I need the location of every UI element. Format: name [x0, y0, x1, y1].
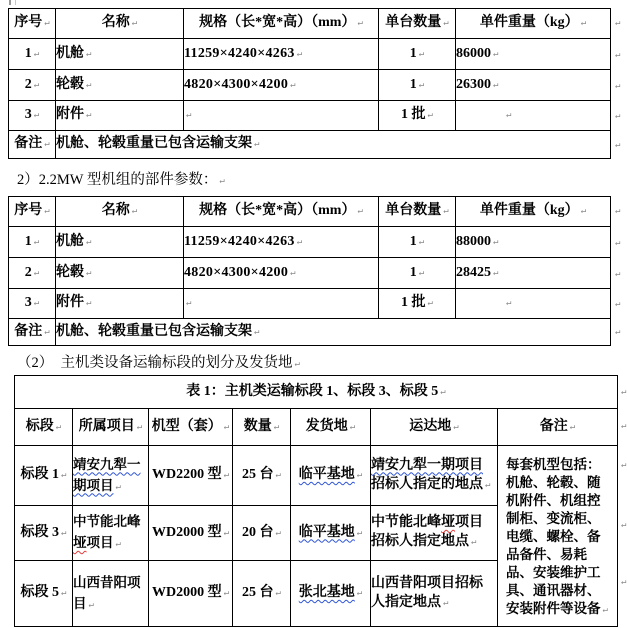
cell-text	[371, 576, 483, 610]
paragraph-mark-glyph: ↵	[621, 577, 627, 587]
col-header-project	[73, 409, 149, 446]
cell-text: 2 ↵	[24, 264, 40, 280]
paragraph-mark-glyph: ↵	[621, 387, 627, 397]
header-text: 规格（长*宽*高）（mm） ↵	[199, 15, 363, 31]
paragraph-mark-glyph: ↵	[33, 236, 40, 247]
table-note-row	[9, 319, 611, 346]
paragraph-mark-glyph: ↵	[223, 421, 230, 432]
table-note-row	[9, 131, 611, 159]
spellcheck-underlined-text: 垭	[441, 515, 455, 531]
cell-text: 轮毂 ↵	[56, 76, 92, 92]
spellcheck-underlined-text: 垭	[73, 535, 87, 550]
cell-text: 附件 ↵	[56, 107, 92, 123]
paragraph-mark-glyph: ↵	[219, 176, 225, 186]
paragraph-mark-glyph: ↵	[86, 267, 92, 278]
col-header-qty	[379, 9, 456, 39]
text-segment: 山西昔阳项目招标人指定地点	[371, 575, 483, 610]
cell-text: 28425 ↵	[456, 264, 499, 280]
paragraph-mark-glyph: ↵	[61, 470, 67, 481]
paragraph-mark-glyph: ↵	[418, 267, 425, 278]
cell-text: 25 台 ↵	[242, 467, 281, 483]
paragraph-mark-glyph: ↵	[506, 298, 512, 309]
col-header-spec	[184, 197, 379, 227]
paragraph-mark-glyph: ↵	[349, 421, 356, 432]
cell-name	[56, 101, 184, 131]
paragraph-mark-glyph: ↵	[223, 527, 230, 538]
paragraph-mark	[619, 572, 626, 590]
paragraph-mark-glyph: ↵	[33, 79, 40, 90]
paragraph-mark-glyph: ↵	[223, 588, 230, 599]
paragraph-mark	[613, 135, 620, 153]
paragraph-mark-glyph: ↵	[273, 421, 280, 432]
cell-index	[9, 227, 56, 258]
text-segment: 山西昔阳项目	[73, 574, 141, 611]
cell-weight	[456, 258, 611, 289]
cell-text: 3 ↵	[24, 107, 40, 123]
cell-index	[9, 289, 56, 319]
cell-weight-empty	[456, 289, 611, 319]
paragraph-mark	[619, 382, 626, 400]
paragraph-mark-glyph: ↵	[115, 539, 121, 549]
paragraph-mark-glyph: ↵	[294, 359, 300, 369]
paragraph-mark-glyph: ↵	[418, 236, 425, 247]
paragraph-mark-glyph: ↵	[275, 470, 281, 481]
header-text: 名称 ↵	[101, 15, 138, 31]
header-text: 机型（套） ↵	[151, 418, 230, 434]
table-row	[9, 258, 611, 289]
header-text: 规格（长*宽*高）（mm） ↵	[199, 203, 363, 219]
text-segment: 项目招标人指定地点	[371, 515, 483, 549]
note-text: 机舱、轮毂重量已包含运输支架 ↵	[56, 323, 260, 339]
col-header-lot	[15, 409, 73, 446]
paragraph-mark	[619, 455, 626, 473]
paragraph-mark	[613, 76, 620, 94]
header-text: 序号 ↵	[14, 15, 50, 31]
paragraph-mark-glyph: ↵	[33, 298, 40, 309]
paragraph-mark	[613, 201, 620, 219]
cell-text: WD2000 型 ↵	[151, 524, 230, 540]
cell-text: 11259×4240×4263 ↵	[184, 233, 303, 249]
cell-qty	[379, 289, 456, 319]
heading-2-2mw-params	[17, 168, 225, 189]
cell-model	[149, 561, 233, 627]
empty-cell-mark	[184, 295, 191, 310]
paragraph-mark-glyph: ↵	[296, 48, 303, 59]
cell-name	[56, 258, 184, 289]
paragraph-mark-glyph: ↵	[621, 520, 627, 530]
cell-lot	[15, 446, 73, 506]
cell-spec-empty	[184, 289, 379, 319]
cell-lot	[15, 506, 73, 561]
header-text: 单件重量（kg） ↵	[479, 203, 587, 219]
cell-text: 26300 ↵	[456, 76, 499, 92]
header-text: 发货地 ↵	[305, 418, 356, 434]
paragraph-mark	[613, 233, 620, 251]
col-header-weight	[456, 197, 611, 227]
paragraph-mark-glyph: ↵	[357, 206, 363, 217]
cell-qty	[379, 258, 456, 289]
cell-index	[9, 39, 56, 70]
cell-text: 轮毂 ↵	[56, 264, 92, 280]
header-text: 名称 ↵	[101, 203, 138, 219]
paragraph-mark-glyph: ↵	[356, 588, 363, 599]
heading-transport-lots	[17, 351, 300, 372]
paragraph-mark-glyph: ↵	[493, 236, 499, 247]
paragraph-mark-glyph: ↵	[33, 267, 40, 278]
paragraph-mark	[613, 264, 620, 282]
cell-text: 1 ↵	[409, 45, 425, 61]
col-header-weight	[456, 9, 611, 39]
cell-text: 1 批 ↵	[401, 107, 433, 123]
spec-table-2-2mw	[8, 196, 611, 346]
col-header-index	[9, 9, 56, 39]
table-header-row	[9, 197, 611, 227]
paragraph-mark-glyph: ↵	[615, 50, 621, 60]
paragraph-mark-glyph: ↵	[356, 470, 363, 481]
paragraph-mark-glyph: ↵	[621, 421, 627, 431]
paragraph-mark-glyph: ↵	[86, 298, 92, 309]
paragraph-mark-glyph: ↵	[186, 110, 192, 121]
text-segment: 中节能北峰	[73, 514, 141, 530]
paragraph-mark	[619, 515, 626, 533]
header-text: 运达地 ↵	[409, 418, 459, 434]
cell-qty	[379, 39, 456, 70]
cell-text: 附件 ↵	[56, 295, 92, 311]
header-text: 序号 ↵	[14, 203, 50, 219]
paragraph-mark-glyph: ↵	[44, 206, 50, 217]
cell-name	[56, 289, 184, 319]
cell-text: 标段 3 ↵	[20, 524, 67, 540]
paragraph-mark-glyph: ↵	[506, 110, 512, 121]
col-header-spec	[184, 9, 379, 39]
header-text: 备注 ↵	[539, 418, 576, 434]
spellcheck-underlined-text: 临平基地	[298, 467, 355, 483]
text-segment: 招标人指定的地点	[371, 476, 483, 492]
note-label: 备注 ↵	[14, 136, 50, 152]
cell-text	[371, 515, 483, 549]
paragraph-mark-glyph: ↵	[254, 139, 260, 150]
cell-text	[299, 585, 362, 600]
paragraph-mark-glyph: ↵	[86, 110, 92, 121]
paragraph-mark-glyph: ↵	[86, 236, 92, 247]
cell-project	[73, 506, 149, 561]
cell-lot	[15, 561, 73, 627]
cell-text: 1 ↵	[24, 233, 40, 249]
paragraph-mark-glyph: ↵	[290, 79, 296, 90]
paragraph-mark-glyph: ↵	[580, 18, 587, 29]
paragraph-mark	[613, 13, 620, 31]
cell-index	[9, 70, 56, 101]
col-header-remark	[498, 409, 618, 446]
paragraph-mark-glyph: ↵	[296, 236, 303, 247]
table-row-lot1	[15, 446, 618, 506]
paragraph-mark-glyph: ↵	[615, 238, 621, 248]
header-text: 单台数量 ↵	[385, 15, 449, 31]
spellcheck-underlined-text: 靖安九犁一期项目	[73, 456, 141, 493]
remark-text: 每套机型包括：机舱、轮毂、随机附件、机组控制柜、变流柜、电缆、螺栓、备品备件、易耗品、安装维护工具、通讯器材、安装附件等设备 ↵	[506, 456, 608, 616]
empty-cell-mark	[456, 295, 511, 310]
cell-quantity	[233, 446, 291, 506]
paragraph-mark-glyph: ↵	[493, 48, 499, 59]
paragraph-mark-glyph: ↵	[61, 588, 67, 599]
cell-text: 86000 ↵	[456, 45, 499, 61]
paragraph-mark-glyph: ↵	[136, 421, 143, 432]
paragraph-mark-glyph: ↵	[443, 206, 449, 217]
paragraph-mark-glyph: ↵	[131, 206, 138, 217]
paragraph-mark-glyph: ↵	[223, 470, 230, 481]
cell-text: 1 批 ↵	[401, 295, 433, 311]
table-title-cell	[15, 376, 618, 409]
table-title-bold: 标段 1、标段 3、标段 5 ↵	[294, 383, 446, 399]
paragraph-mark-glyph: ↵	[440, 386, 446, 397]
cropped-text-fragment	[9, 0, 16, 5]
cell-text: 标段 1 ↵	[20, 467, 67, 483]
paragraph-mark-glyph: ↵	[615, 140, 621, 150]
empty-cell-mark	[184, 107, 191, 122]
table-title-prefix: 表 1：主机类运输	[186, 383, 295, 399]
paragraph-mark-glyph: ↵	[254, 326, 260, 337]
paragraph-mark-glyph: ↵	[427, 298, 433, 309]
paragraph-mark	[613, 294, 620, 312]
cell-text: 1 ↵	[409, 233, 425, 249]
text-segment: 中节能北峰	[371, 515, 441, 531]
header-text: 单件重量（kg） ↵	[479, 15, 587, 31]
cell-text: 20 台 ↵	[242, 524, 281, 540]
cell-text: WD2200 型 ↵	[151, 467, 230, 483]
cell-destination	[371, 506, 498, 561]
paragraph-mark-glyph: ↵	[453, 421, 459, 432]
spellcheck-underlined-text: 靖安九犁一期项目	[371, 457, 483, 473]
cell-origin	[291, 446, 371, 506]
paragraph-mark-glyph: ↵	[569, 421, 576, 432]
cell-weight	[456, 70, 611, 101]
cell-name	[56, 227, 184, 258]
paragraph-mark-glyph: ↵	[418, 79, 425, 90]
paragraph-mark-glyph: ↵	[621, 460, 627, 470]
note-label: 备注 ↵	[14, 323, 50, 339]
cell-spec	[184, 258, 379, 289]
paragraph-mark-glyph: ↵	[615, 327, 621, 337]
note-text: 机舱、轮毂重量已包含运输支架 ↵	[56, 136, 260, 152]
paragraph-mark-glyph: ↵	[33, 110, 40, 121]
cell-spec	[184, 70, 379, 101]
cell-name	[56, 70, 184, 101]
cell-destination	[371, 561, 498, 627]
paragraph-mark-glyph: ↵	[44, 139, 50, 150]
paragraph-mark-glyph: ↵	[443, 18, 449, 29]
cell-text	[73, 573, 148, 615]
cell-project	[73, 446, 149, 506]
paragraph-mark-glyph: ↵	[615, 111, 621, 121]
note-label-cell	[9, 131, 56, 159]
header-text: 单台数量 ↵	[385, 203, 449, 219]
cell-remark-merged	[498, 446, 618, 627]
spellcheck-underlined-text: 临平基地	[298, 524, 355, 540]
cell-text: 4820×4300×4200 ↵	[184, 264, 296, 280]
cell-text	[73, 512, 148, 554]
heading-text: （2） 主机类设备运输标段的划分及发货地 ↵	[17, 355, 300, 371]
paragraph-mark-glyph: ↵	[86, 79, 92, 90]
cell-weight	[456, 227, 611, 258]
table-header-row	[15, 409, 618, 446]
paragraph-mark-glyph: ↵	[615, 299, 621, 309]
cell-text	[299, 525, 362, 540]
paragraph-mark-glyph: ↵	[115, 481, 121, 492]
cell-text: 1 ↵	[24, 45, 40, 61]
col-header-name	[56, 9, 184, 39]
spellcheck-underlined-text: 张北基地	[298, 585, 355, 601]
cell-weight-empty	[456, 101, 611, 131]
cell-text: 1 ↵	[409, 76, 425, 92]
paragraph-mark-glyph: ↵	[615, 81, 621, 91]
cell-text: 2 ↵	[24, 76, 40, 92]
table-header-row	[9, 9, 611, 39]
paragraph-mark-glyph: ↵	[88, 599, 94, 610]
cell-text: WD2000 型 ↵	[151, 585, 230, 601]
cell-text	[73, 455, 148, 497]
heading-text: 2）2.2MW 型机组的部件参数： ↵	[17, 172, 225, 188]
paragraph-mark-glyph: ↵	[86, 48, 92, 59]
paragraph-mark-glyph: ↵	[493, 267, 499, 278]
col-header-name	[56, 197, 184, 227]
cell-qty	[379, 70, 456, 101]
cell-text: 11259×4240×4263 ↵	[184, 45, 303, 61]
cell-text: 机舱 ↵	[56, 233, 92, 249]
paragraph-mark	[619, 416, 626, 434]
note-text-cell	[56, 131, 611, 159]
table-row	[9, 289, 611, 319]
header-text: 所属项目 ↵	[78, 418, 143, 434]
paragraph-mark-glyph: ↵	[418, 48, 425, 59]
spec-table-2-0mw	[8, 8, 611, 159]
paragraph-mark-glyph: ↵	[55, 421, 62, 432]
cell-text: 4820×4300×4200 ↵	[184, 76, 296, 92]
cell-qty	[379, 227, 456, 258]
paragraph-mark-glyph: ↵	[615, 269, 621, 279]
paragraph-mark	[613, 106, 620, 124]
paragraph-mark-glyph: ↵	[275, 527, 281, 538]
col-header-qty	[379, 197, 456, 227]
paragraph-mark-glyph: ↵	[493, 79, 499, 90]
cell-text: 88000 ↵	[456, 233, 499, 249]
paragraph-mark-glyph: ↵	[443, 597, 449, 608]
note-label-cell	[9, 319, 56, 346]
cell-origin	[291, 506, 371, 561]
col-header-quantity	[233, 409, 291, 446]
table-title-row	[15, 376, 618, 409]
cell-text	[299, 467, 362, 482]
header-text: 标段 ↵	[25, 418, 62, 434]
paragraph-mark-glyph: ↵	[44, 326, 50, 337]
paragraph-mark-glyph: ↵	[356, 527, 363, 538]
cell-index	[9, 101, 56, 131]
table-row	[9, 70, 611, 101]
cell-spec	[184, 39, 379, 70]
table-row	[9, 101, 611, 131]
paragraph-mark-glyph: ↵	[275, 588, 281, 599]
empty-cell-mark	[456, 107, 511, 122]
paragraph-mark-glyph: ↵	[33, 48, 40, 59]
paragraph-mark-glyph: ↵	[485, 479, 491, 490]
cell-model	[149, 506, 233, 561]
paragraph-mark-glyph: ↵	[427, 110, 433, 121]
cell-origin	[291, 561, 371, 627]
paragraph-mark-glyph: ↵	[615, 206, 621, 216]
table-row	[9, 227, 611, 258]
header-text: 数量 ↵	[243, 418, 280, 434]
cell-quantity	[233, 506, 291, 561]
cell-project	[73, 561, 149, 627]
paragraph-mark-glyph: ↵	[580, 206, 587, 217]
cell-qty	[379, 101, 456, 131]
cell-spec	[184, 227, 379, 258]
cell-text: 1 ↵	[409, 264, 425, 280]
paragraph-mark-glyph: ↵	[615, 18, 621, 28]
col-header-index	[9, 197, 56, 227]
paragraph-mark-glyph: ↵	[471, 537, 477, 547]
cell-text	[371, 458, 490, 492]
cell-text: 机舱 ↵	[56, 45, 92, 61]
table-row	[9, 39, 611, 70]
note-text-cell	[56, 319, 611, 346]
text-segment: 项目	[86, 535, 114, 550]
transport-table	[14, 375, 618, 627]
cell-model	[149, 446, 233, 506]
col-header-origin	[291, 409, 371, 446]
paragraph-mark	[613, 45, 620, 63]
cell-spec-empty	[184, 101, 379, 131]
paragraph-mark-glyph: ↵	[186, 298, 192, 309]
cell-weight	[456, 39, 611, 70]
cell-text: 25 台 ↵	[242, 585, 281, 601]
paragraph-mark	[613, 322, 620, 340]
paragraph-mark-glyph: ↵	[357, 18, 363, 29]
paragraph-mark-glyph: ↵	[602, 604, 608, 615]
paragraph-mark-glyph: ↵	[44, 18, 50, 29]
cell-quantity	[233, 561, 291, 627]
cell-destination	[371, 446, 498, 506]
cell-index	[9, 258, 56, 289]
cell-text: 3 ↵	[24, 295, 40, 311]
paragraph-mark-glyph: ↵	[290, 267, 296, 278]
col-header-destination	[371, 409, 498, 446]
col-header-model	[149, 409, 233, 446]
cell-name	[56, 39, 184, 70]
paragraph-mark-glyph: ↵	[61, 527, 67, 538]
cell-text: 标段 5 ↵	[20, 585, 67, 601]
paragraph-mark-glyph: ↵	[131, 18, 138, 29]
